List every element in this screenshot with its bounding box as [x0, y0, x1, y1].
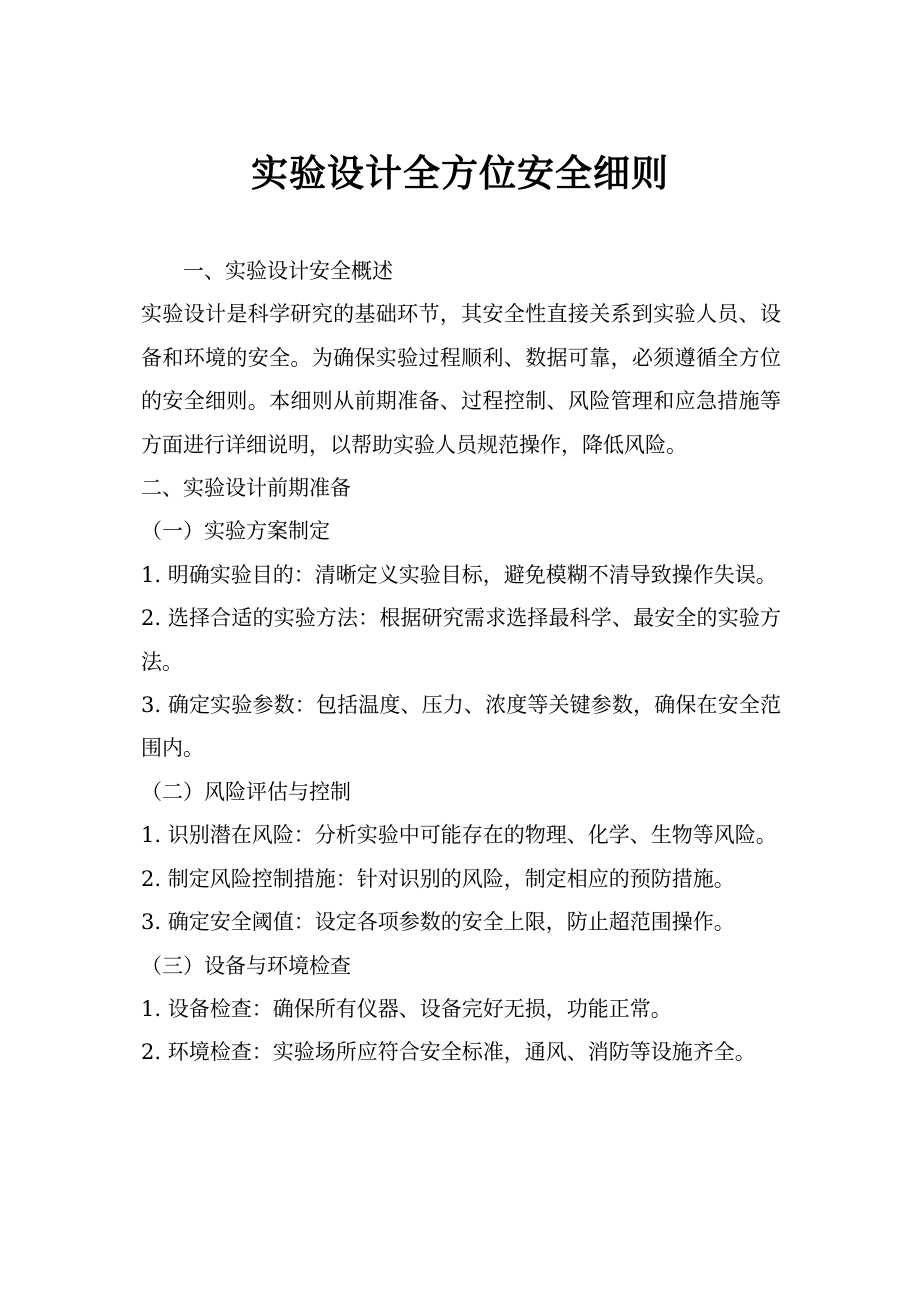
list-item: 1. 设备检查：确保所有仪器、设备完好无损，功能正常。 [141, 996, 672, 1021]
document-title: 实验设计全方位安全细则 [251, 152, 669, 195]
subsection-heading-equipment: （三）设备与环境检查 [141, 953, 351, 978]
section-heading-preparation: 二、实验设计前期准备 [141, 476, 351, 501]
list-item: 2. 环境检查：实验场所应符合安全标准，通风、消防等设施齐全。 [141, 1040, 756, 1065]
list-item: 3. 确定实验参数：包括温度、压力、浓度等关键参数，确保在安全范围内。 [141, 693, 781, 761]
list-item: 1. 识别潜在风险：分析实验中可能存在的物理、化学、生物等风险。 [141, 823, 777, 848]
paragraph-overview: 实验设计是科学研究的基础环节，其安全性直接关系到实验人员、设备和环境的安全。为确保实验过程顺利、数据可靠，必须遵循全方位的安全细则。本细则从前期准备、过程控制、风险管理和应急措施等方面进行详细说明，以帮助实验人员规范操作，降低风险。 [141, 302, 781, 457]
list-item: 3. 确定安全阈值：设定各项参数的安全上限，防止超范围操作。 [141, 910, 735, 935]
list-item: 2. 制定风险控制措施：针对识别的风险，制定相应的预防措施。 [141, 866, 735, 891]
subsection-heading-risk: （二）风险评估与控制 [141, 779, 351, 804]
list-item: 2. 选择合适的实验方法：根据研究需求选择最科学、最安全的实验方法。 [141, 606, 781, 674]
section-heading-overview: 一、实验设计安全概述 [183, 259, 393, 283]
subsection-heading-plan: （一）实验方案制定 [141, 519, 330, 544]
document-body [141, 250, 781, 1075]
list-item: 1. 明确实验目的：清晰定义实验目标，避免模糊不清导致操作失误。 [141, 562, 777, 587]
